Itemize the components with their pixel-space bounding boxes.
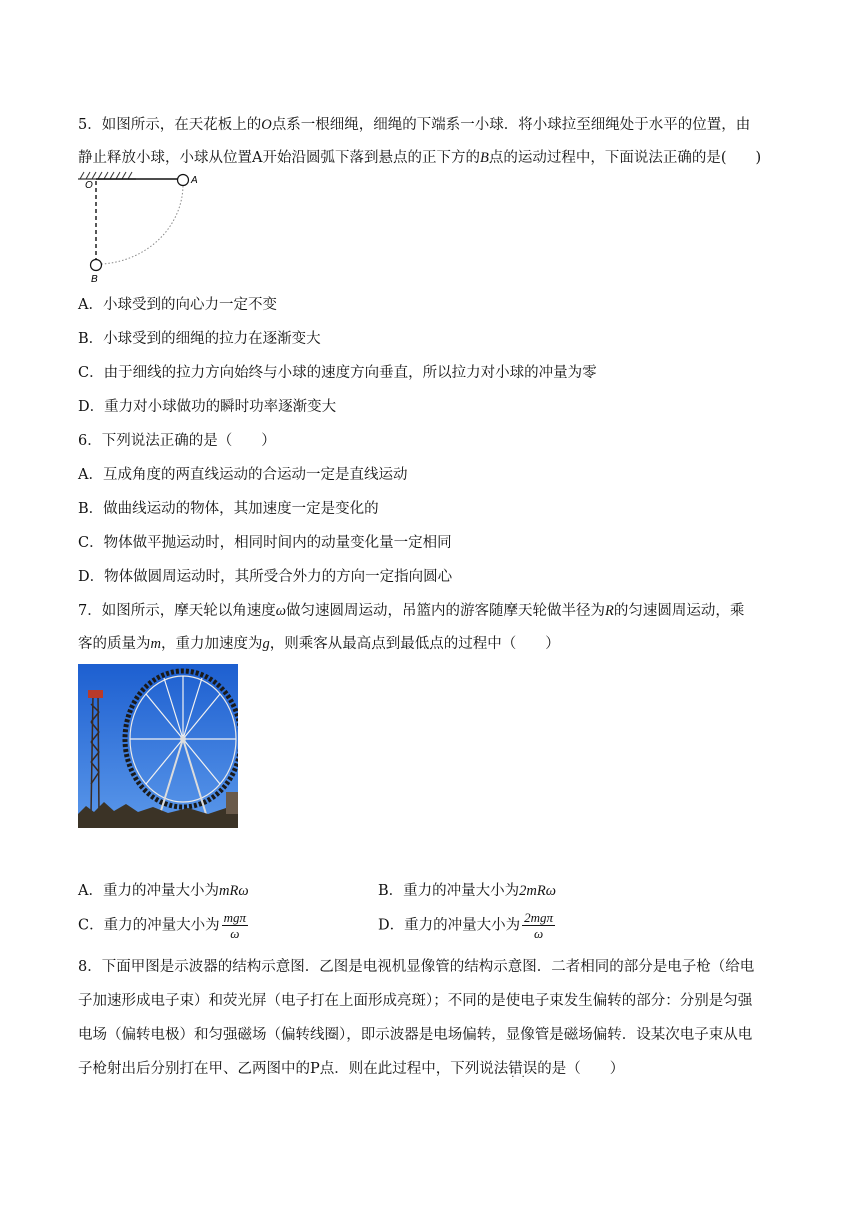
ceiling-hatch	[80, 172, 132, 179]
q7-option-d: D．重力的冲量大小为 $\frac{\text{2mgπ}}{\omega}$	[378, 910, 554, 941]
q8-stem-line3: 电场（偏转电极）和匀强磁场（偏转线圈），即示波器是电场偏转，显像管是磁场偏转．设某次电子束从电	[78, 1027, 753, 1043]
q5-stem-line1: 5．如图所示，在天花板上的O点系一根细绳，细绳的下端系一小球．将小球拉至细绳处于水平的位置，由	[78, 117, 751, 133]
label-o: O	[85, 180, 93, 191]
q5-pendulum-figure	[76, 168, 206, 283]
q7-stem-line1: 7．如图所示，摩天轮以角速度ω做匀速圆周运动，吊篮内的游客随摩天轮做半径为R的匀速圆周运动，乘	[78, 603, 745, 619]
label-a: A	[191, 175, 198, 186]
q6-option-a: A．互成角度的两直线运动的合运动一定是直线运动	[78, 467, 408, 483]
q6-stem: 6．下列说法正确的是（ ）	[78, 433, 276, 449]
q8-stem-line4: 子枪射出后分别打在甲、乙两图中的P点．则在此过程中，下列说法错误 · ·的是（ ）	[78, 1057, 624, 1078]
ball-a	[178, 175, 189, 186]
q5-option-c: C．由于细线的拉力方向始终与小球的速度方向垂直，所以拉力对小球的冲量为零	[78, 365, 597, 381]
fraction-d: $\frac{\text{2mgπ}}{\omega}$	[524, 910, 554, 941]
label-b: B	[91, 274, 98, 283]
q5-point-b: B	[479, 150, 489, 166]
ferris-wheel-photo	[78, 664, 238, 828]
q5-option-d: D．重力对小球做功的瞬时功率逐渐变大	[78, 399, 337, 415]
q5-option-a: A．小球受到的向心力一定不变	[78, 297, 277, 313]
q8-stem-line1: 8．下面甲图是示波器的结构示意图．乙图是电视机显像管的结构示意图．二者相同的部分是电子枪（给电	[78, 959, 755, 975]
q7-stem-line2: 客的质量为m，重力加速度为g，则乘客从最高点到最低点的过程中（ ）	[78, 636, 560, 652]
arc-path	[102, 186, 183, 264]
q7-option-a: A．重力的冲量大小为mRω	[78, 883, 249, 899]
q8-stem-line2: 子加速形成电子束）和荧光屏（电子打在上面形成亮斑）；不同的是使电子束发生偏转的部分：分别是匀强	[78, 993, 753, 1009]
q5-point-o: O	[261, 117, 272, 133]
q6-option-b: B．做曲线运动的物体，其加速度一定是变化的	[78, 501, 379, 517]
q5-stem-line2: 静止释放小球，小球从位置A开始沿圆弧下落到悬点的正下方的B点的运动过程中，下面说法正确的是( )	[78, 150, 762, 166]
q6-option-c: C．物体做平抛运动时，相同时间内的动量变化量一定相同	[78, 535, 452, 551]
q7-option-c: C．重力的冲量大小为 $\frac{\text{mgπ}}{\omega}$	[78, 910, 246, 941]
q6-option-d: D．物体做圆周运动时，其所受合外力的方向一定指向圆心	[78, 569, 453, 585]
q5-option-b: B．小球受到的细绳的拉力在逐渐变大	[78, 331, 321, 347]
ball-b	[91, 260, 102, 271]
fraction-c: $\frac{\text{mgπ}}{\omega}$	[223, 910, 246, 941]
emphasis-word: 错误 · ·	[508, 1061, 537, 1077]
q7-option-b: B．重力的冲量大小为2mRω	[378, 883, 556, 899]
